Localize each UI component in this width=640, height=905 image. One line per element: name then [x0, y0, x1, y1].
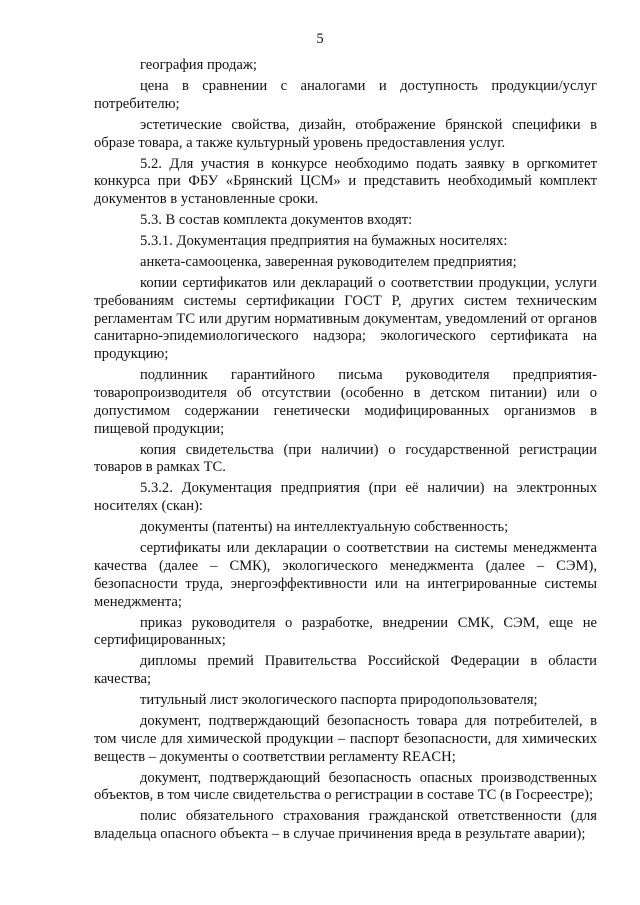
paragraph-self-assessment: анкета-самооценка, заверенная руководителем предприятия;	[140, 254, 517, 271]
paragraph-registration-certificate: копия свидетельства (при наличии) о государственной регистрации товаров в рамках ТС.	[94, 441, 597, 476]
paragraph-5-3-1: 5.3.1. Документация предприятия на бумажных носителях:	[140, 233, 508, 250]
document-body	[94, 57, 597, 844]
paragraph-aesthetic-properties: эстетические свойства, дизайн, отображение брянской специфики в образе товара, а также культурный уровень предоставления услуг.	[94, 116, 597, 151]
paragraph-management-systems: сертификаты или декларации о соответствии на системы менеджмента качества (далее – СМК), экологического менеджмента (далее – СЭМ), безопасности труда, энергоэффективности или на интегрированные системы менеджмента;	[94, 540, 597, 610]
paragraph-insurance-policy: полис обязательного страхования гражданской ответственности (для владельца опасного объекта – в случае причинения вреда в результате аварии);	[94, 808, 597, 843]
paragraph-5-3: 5.3. В состав комплекта документов входят:	[140, 212, 413, 229]
page-number: 5	[316, 31, 324, 47]
paragraph-price-comparison: цена в сравнении с аналогами и доступность продукции/услуг потребителю;	[94, 77, 597, 112]
paragraph-product-safety: документ, подтверждающий безопасность товара для потребителей, в том числе для химической продукции – паспорт безопасности, для химических веществ – документы о соответствии регламенту REACH;	[94, 713, 597, 765]
paragraph-ecological-passport: титульный лист экологического паспорта природопользователя;	[140, 692, 538, 709]
paragraph-certificate-copies: копии сертификатов или деклараций о соответствии продукции, услуги требованиям системы сертификации ГОСТ Р, других систем техническим регламентам ТС или другим нормативным документам, уведомлений от органов санитарно-эпидемиологического надзора; экологического сертификата на продукцию;	[94, 275, 597, 363]
paragraph-hazardous-objects: документ, подтверждающий безопасность опасных производственных объектов, в том числе свидетельства о регистрации в составе ТС (в Госреестре);	[94, 769, 597, 804]
paragraph-5-2: 5.2. Для участия в конкурсе необходимо подать заявку в оргкомитет конкурса при ФБУ «Брянский ЦСМ» и представить необходимый комплект документов в установленные сроки.	[94, 155, 597, 208]
paragraph-patents: документы (патенты) на интеллектуальную собственность;	[140, 519, 509, 536]
paragraph-government-awards: дипломы премий Правительства Российской Федерации в области качества;	[94, 653, 597, 688]
paragraph-guarantee-letter: подлинник гарантийного письма руководителя предприятия-товаропроизводителя об отсутствии (особенно в детском питании) или о допустимом содержании генетически модифицированных организмов в пищевой продукции;	[94, 367, 597, 437]
paragraph-5-3-2: 5.3.2. Документация предприятия (при её наличии) на электронных носителях (скан):	[94, 480, 597, 515]
paragraph-sales-geography: география продаж;	[140, 57, 257, 73]
paragraph-director-order: приказ руководителя о разработке, внедрении СМК, СЭМ, еще не сертифицированных;	[94, 614, 597, 649]
